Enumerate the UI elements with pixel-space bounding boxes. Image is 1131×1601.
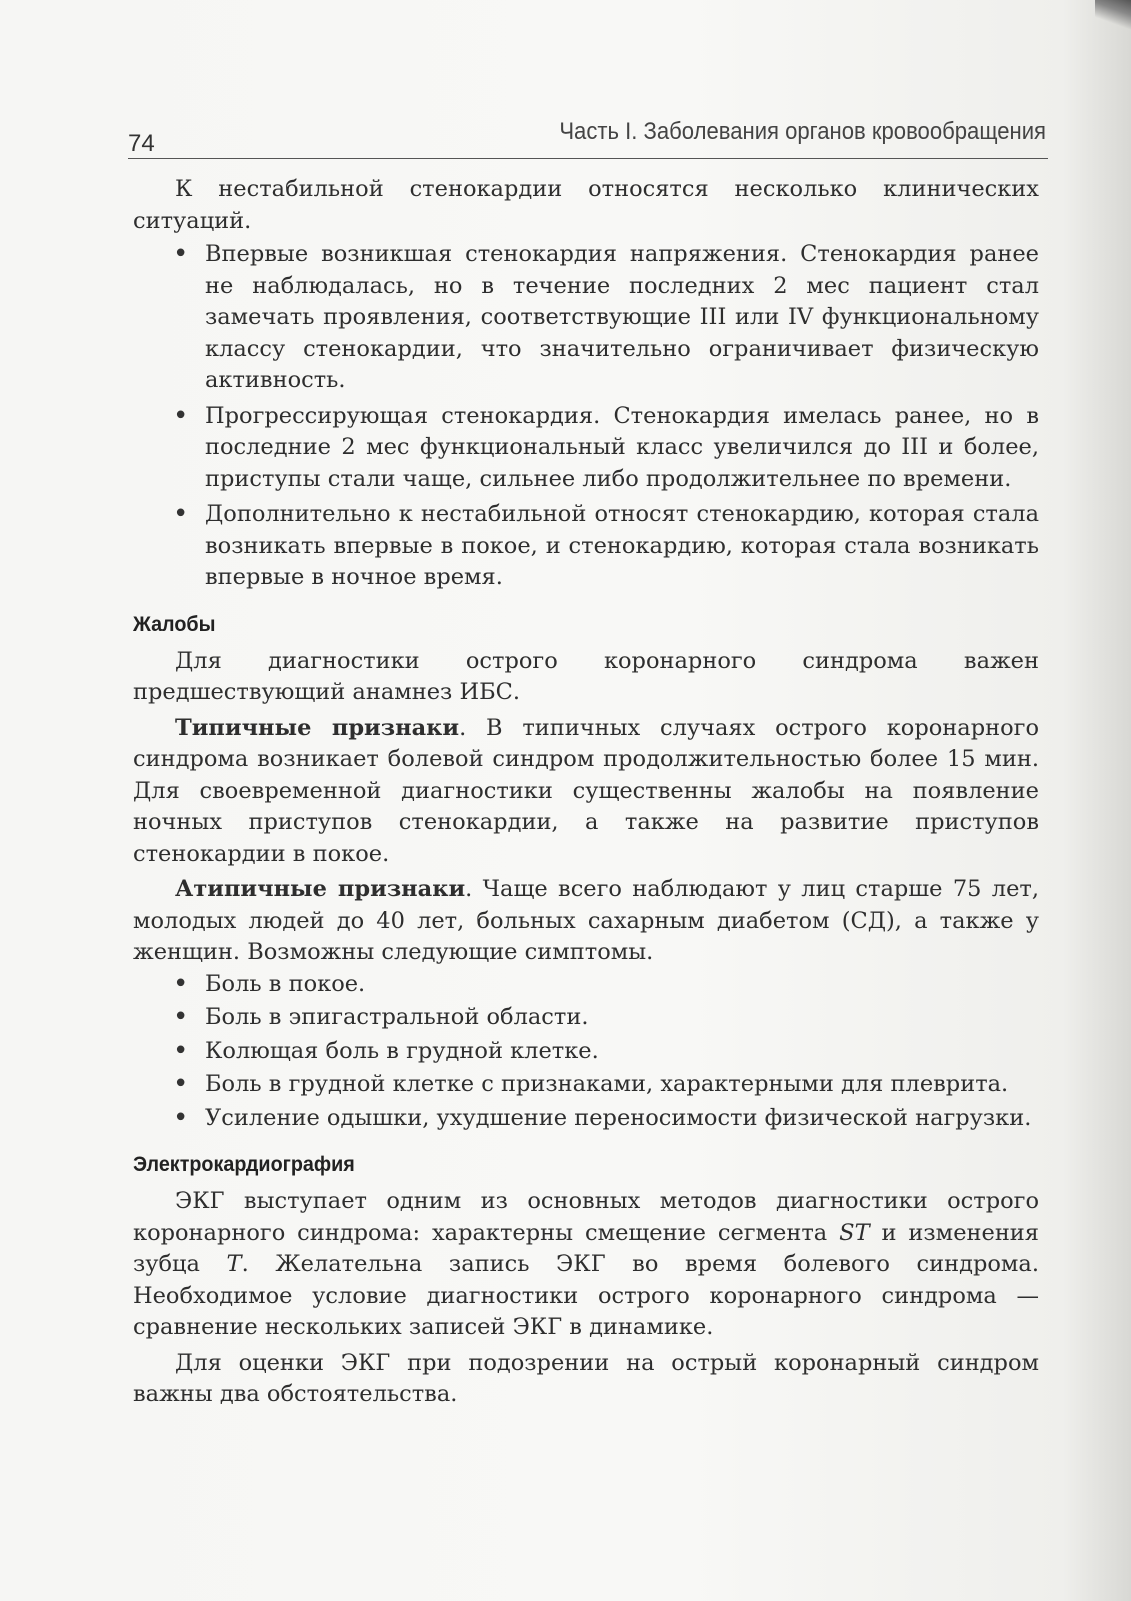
t-wave-term: T bbox=[226, 1251, 242, 1277]
atypical-signs-text: . Чаще всего наблюдают у лиц старше 75 лет, молодых людей до 40 лет, больных сахарным диабетом (СД), а также у женщин. Возможны следующие симптомы. bbox=[133, 876, 1039, 965]
section-heading-ecg: Электрокардиография bbox=[133, 1153, 355, 1176]
running-title: Часть I. Заболевания органов кровообращения bbox=[559, 118, 1046, 145]
ecg-paragraph bbox=[133, 1186, 1039, 1344]
complaints-paragraph: Для диагностики острого коронарного синдрома важен предшествующий анамнез ИБС. bbox=[133, 647, 1039, 705]
atypical-signs-paragraph bbox=[133, 874, 1039, 969]
list-item: • Колющая боль в грудной клетке. bbox=[205, 1036, 1039, 1068]
list-item: • Дополнительно к нестабильной относят стенокардию, которая стала возникать впервые в покое, и стенокардию, которая стала возникать впервые в ночное время. bbox=[205, 499, 1039, 594]
page-header bbox=[128, 118, 1048, 159]
typical-signs-label: Типичные признаки bbox=[175, 714, 460, 741]
ecg-text-c: . Желательна запись ЭКГ во время болевого синдрома. Необходимое условие диагностики острого коронарного синдрома — сравнение нескольких записей ЭКГ в динамике. bbox=[133, 1251, 1039, 1340]
list-item: • Усиление одышки, ухудшение переносимости физической нагрузки. bbox=[205, 1103, 1039, 1135]
ecg-text-a: ЭКГ выступает одним из основных методов диагностики острого коронарного синдрома: характерны смещение сегмента bbox=[133, 1188, 1039, 1246]
page-number: 74 bbox=[128, 130, 155, 157]
ecg-evaluation-paragraph: Для оценки ЭКГ при подозрении на острый коронарный синдром важны два обстоятельства. bbox=[133, 1349, 1039, 1407]
list-item: • Впервые возникшая стенокардия напряжения. Стенокардия ранее не наблюдалась, но в течение последних 2 мес пациент стал замечать проявления, соответствующие III или IV функциональному классу стенокардии, что значительно ограничивает физическую активность. bbox=[205, 239, 1039, 397]
page-corner-shadow bbox=[1095, 0, 1131, 30]
ecg-text-b: и изменения зубца bbox=[133, 1219, 1040, 1277]
atypical-signs-label: Атипичные признаки bbox=[175, 876, 466, 902]
list-item: • Боль в грудной клетке с признаками, характерными для плеврита. bbox=[205, 1069, 1039, 1101]
st-segment-term: ST bbox=[839, 1219, 870, 1246]
unstable-angina-list bbox=[133, 239, 1039, 594]
typical-signs-text: . В типичных случаях острого коронарного синдрома возникает болевой синдром продолжительностью более 15 мин. Для своевременной диагностики существенны жалобы на появление ночных приступов стенокардии, а также на развитие приступов стенокардии в покое. bbox=[133, 714, 1039, 867]
list-item: • Боль в покое. bbox=[205, 969, 1039, 1001]
page-body bbox=[133, 174, 1039, 1411]
symptoms-list bbox=[133, 969, 1039, 1135]
section-heading-complaints: Жалобы bbox=[133, 612, 216, 636]
typical-signs-paragraph bbox=[133, 713, 1039, 871]
list-item: • Боль в эпигастральной области. bbox=[205, 1002, 1039, 1034]
list-item: • Прогрессирующая стенокардия. Стенокардия имелась ранее, но в последние 2 мес функциональный класс увеличился до III и более, приступы стали чаще, сильнее либо продолжительнее по времени. bbox=[205, 401, 1039, 496]
intro-paragraph: К нестабильной стенокардии относятся несколько клинических ситуаций. bbox=[133, 176, 1039, 234]
